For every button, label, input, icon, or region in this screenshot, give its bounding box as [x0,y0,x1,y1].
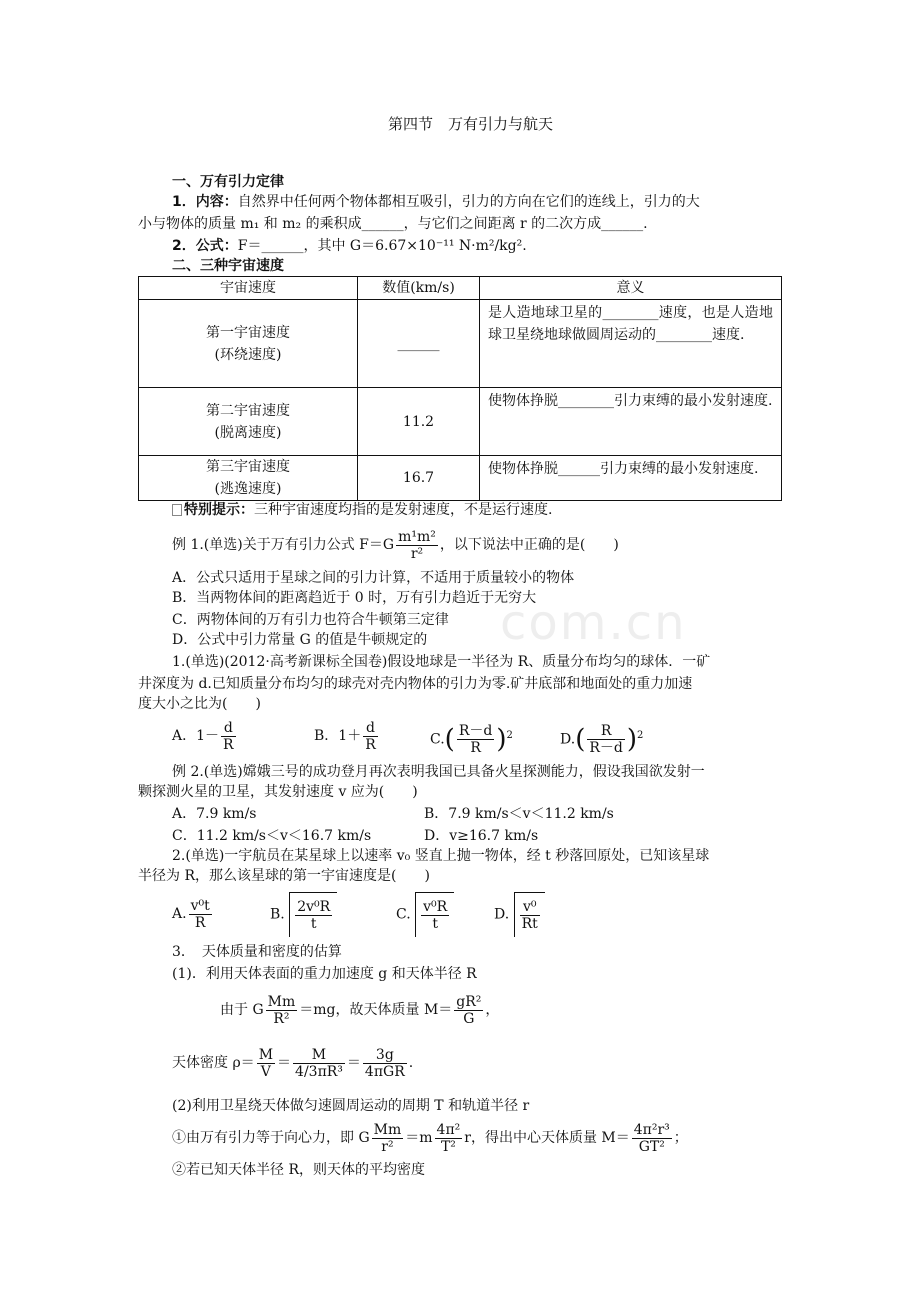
numerator: v⁰R [423,898,448,915]
ex2-option-b: B．7.9 km/s＜v＜11.2 km/s [424,806,614,822]
numerator: d [221,720,236,737]
ex1-option-c: C．两物体间的万有引力也符合牛顿第三定律 [172,612,449,628]
option-label: C. [430,731,445,748]
fraction [221,720,236,753]
denominator: r² [410,545,424,562]
option-label: C. [396,906,411,923]
numerator: d [363,720,378,737]
fraction [257,1047,275,1080]
velocity-meaning: 使物体挣脱______引力束缚的最小发射速度. [480,456,782,501]
denominator: t [432,915,438,932]
fraction [295,899,332,932]
option-label: D. [494,906,510,923]
text: ①由万有引力等于向心力，即 G [172,1130,370,1146]
numerator: v⁰ [520,899,540,916]
central-mass-formula [172,1116,688,1160]
denominator: R [470,740,481,757]
numerator: M [293,1047,345,1064]
velocity-name: 第三宇宙速度 [206,459,290,475]
example1-stem [172,526,619,564]
fraction [363,1047,407,1080]
velocity-meaning: 是人造地球卫星的________速度，也是人造地球卫星绕地球做圆周运动的________速度. [480,300,782,388]
section3-heading: 3． 天体质量和密度的估算 [172,944,342,960]
table-header: 数值(km/s) [358,277,480,300]
numerator: R [587,723,625,740]
q2-option-c [396,892,454,937]
denominator: 4πGR [364,1063,405,1080]
table-row [139,300,782,388]
table-header: 宇宙速度 [139,277,358,300]
s1-formula-line [172,236,527,256]
s3-sub2: (2)利用卫星绕天体做匀速圆周运动的周期 T 和轨道半径 r [172,1098,530,1114]
numerator: gR² [456,993,482,1010]
option-label: D. [560,731,576,748]
table-row [139,388,782,456]
fraction [372,1122,404,1155]
cosmic-velocity-table [138,276,782,501]
velocity-value: 11.2 [358,388,480,456]
watermark: com.cn [500,595,687,651]
formula-text: F＝______，其中 G＝6.67×10⁻¹¹ N·m²/kg². [237,238,527,254]
numerator: R－d [458,723,493,740]
s1-content-line2: 小与物体的质量 m₁ 和 m₂ 的乘积成______，与它们之间距离 r 的二次方成______. [138,216,648,232]
velocity-value: ______ [358,300,480,388]
section1-heading: 一、万有引力定律 [172,174,284,190]
fraction [363,720,378,753]
ex2-option-a: A．7.9 km/s [172,806,257,822]
q1-line3: 度大小之比为( ) [138,696,261,712]
numerator: v⁰t [190,897,210,914]
ex2-option-c: C．11.2 km/s＜v＜16.7 km/s [172,828,372,844]
ex2-line1: 例 2.(单选)嫦娥三号的成功登月再次表明我国已具备火星探测能力，假设我国欲发射一 [172,764,705,780]
content-text: 自然界中任何两个物体都相互吸引，引力的方向在它们的连线上，引力的大 [237,194,700,210]
fraction [421,899,449,932]
tip-text: 三种宇宙速度均指的是发射速度，不是运行速度. [254,502,553,518]
velocity-alias: (逃逸速度) [214,481,282,497]
q2-option-b [270,892,337,937]
denominator: R [194,914,206,931]
q1-line1: 1.(单选)(2012·高考新课标全国卷)假设地球是一半径为 R、质量分布均匀的球体．一矿 [172,654,711,670]
q1-option-c: C.( $\frac{R-d}{R}$ )$^2$ [430,723,513,757]
denominator: R－d [589,740,623,757]
ex2-line2: 颗探测火星的卫星，其发射速度 v 应为( ) [138,784,418,800]
text: r，得出中心天体质量 M＝ [464,1130,630,1146]
denominator: 4/3πR³ [295,1063,343,1080]
text: ＝ [277,1055,292,1071]
denominator: Rt [521,915,538,932]
special-tip [172,500,552,520]
fraction [520,899,540,932]
fraction [457,723,495,756]
fraction [632,1122,672,1155]
q2-option-a [172,892,214,936]
q2-option-d [494,892,545,937]
q1-option-a [172,718,238,754]
mass-formula [220,988,499,1032]
page-title: 第四节 万有引力与航天 [388,115,554,133]
text: 天体密度 ρ＝ [172,1055,255,1071]
fraction [587,723,625,756]
text: . [408,1055,414,1071]
denominator: GT² [638,1138,665,1155]
denominator: t [310,915,317,932]
section2-heading: 二、三种宇宙速度 [172,258,284,274]
fraction [435,1122,463,1155]
q1-line2: 井深度为 d.已知质量分布均匀的球壳对壳内物体的引力为零.矿井底部和地面处的重力加速 [138,676,693,692]
ex1-option-d: D．公式中引力常量 G 的值是牛顿规定的 [172,632,428,648]
q1-option-d: D.( $\frac{R}{R-d}$ )$^2$ [560,723,644,757]
content-label: 1．内容： [172,194,238,210]
text: ＝ [346,1055,361,1071]
velocity-name-cell [139,388,358,456]
density-formula [172,1036,413,1090]
velocity-alias: (脱离速度) [214,424,282,441]
numerator: M [258,1046,274,1063]
denominator: R [365,736,376,753]
text: ＝mg，故天体质量 M＝ [299,1002,453,1018]
option-label: A．1－ [172,728,220,744]
ex1-option-b: B．当两物体间的距离趋近于 0 时，万有引力趋近于无穷大 [172,590,537,606]
q2-line2: 半径为 R，那么该星球的第一宇宙速度是( ) [138,868,430,884]
ex1-stem-b: ，以下说法中正确的是( ) [439,537,619,553]
numerator: m¹m² [398,528,436,545]
velocity-name-cell [139,456,358,501]
text: 由于 G [220,1002,264,1018]
fraction [189,898,212,931]
denominator: r² [381,1138,394,1155]
text: ， [485,1002,500,1018]
q1-option-b [314,718,380,754]
text: ＝m [405,1130,433,1146]
numerator: 3g [363,1047,407,1064]
formula-label: 2．公式： [172,238,238,254]
ex2-option-d: D．v≥16.7 km/s [424,828,539,844]
exponent: 2 [637,730,644,741]
option-label: B．1＋ [314,728,362,744]
ex1-option-a: A．公式只适用于星球之间的引力计算，不适用于质量较小的物体 [172,570,575,586]
numerator: 4π² [436,1121,461,1138]
s3-sub1: (1)．利用天体表面的重力加速度 g 和天体半径 R [172,966,477,982]
s3-density-line: ②若已知天体半径 R，则天体的平均密度 [172,1162,425,1178]
fraction [396,529,438,562]
table-header: 意义 [480,277,782,300]
ex1-stem-a: 例 1.(单选)关于万有引力公式 F＝G [172,537,395,553]
velocity-name: 第二宇宙速度 [206,402,290,419]
denominator: T² [440,1138,456,1155]
numerator: Mm [267,993,296,1010]
text: ； [673,1130,688,1146]
denominator: G [463,1010,475,1027]
denominator: V [260,1063,271,1080]
fraction [293,1047,345,1080]
velocity-name: 第一宇宙速度 [206,324,290,341]
s1-content-line1 [172,192,700,212]
tip-label: 特别提示： [184,502,254,518]
numerator: 4π²r³ [633,1121,670,1138]
velocity-name-cell [139,300,358,388]
fraction [266,994,298,1027]
exponent: 2 [506,730,513,741]
denominator: R² [273,1010,290,1027]
option-label: A. [172,906,187,922]
sqrt [514,892,545,937]
denominator: R [223,736,234,753]
fraction [454,994,483,1027]
velocity-meaning: 使物体挣脱________引力束缚的最小发射速度. [480,388,782,456]
velocity-value: 16.7 [358,456,480,501]
table-header-row [139,277,782,300]
numerator: Mm [373,1121,402,1138]
numerator: 2v⁰R [297,898,331,915]
sqrt [415,892,454,937]
velocity-alias: (环绕速度) [214,346,282,363]
option-label: B. [270,906,285,923]
sqrt [289,892,337,937]
q2-line1: 2.(单选)一宇航员在某星球上以速率 v₀ 竖直上抛一物体，经 t 秒落回原处，已知该星球 [172,848,710,864]
checkbox-icon [172,504,182,516]
table-row [139,456,782,501]
